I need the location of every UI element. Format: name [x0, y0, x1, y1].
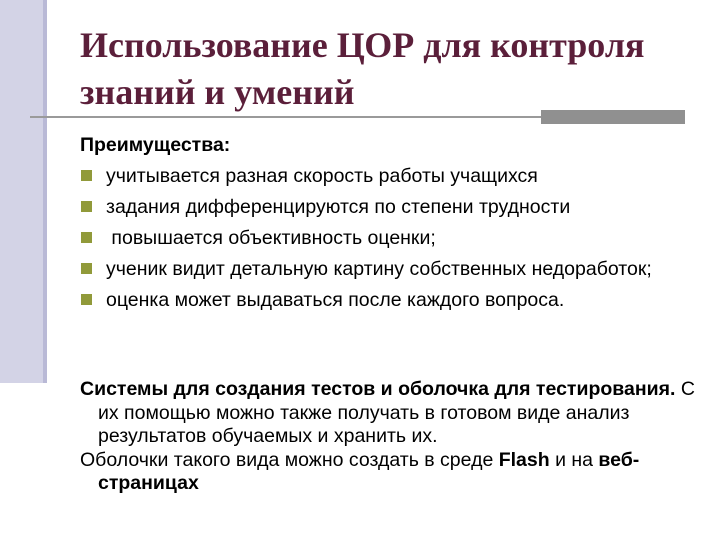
shells-text-middle: и на — [549, 448, 599, 471]
square-bullet-icon — [81, 263, 92, 274]
title-divider-accent — [541, 110, 685, 124]
square-bullet-icon — [81, 170, 92, 181]
list-item — [80, 161, 710, 192]
advantages-heading: Преимущества: — [80, 134, 231, 156]
shells-flash: Flash — [498, 448, 550, 471]
list-item — [80, 223, 710, 254]
systems-title: Системы для создания тестов и оболочка для тестирования. — [80, 378, 676, 400]
list-item — [80, 285, 710, 316]
systems-text: С их помощью можно также получать в готовом виде анализ результатов обучаемых и хранить их. — [98, 378, 695, 447]
list-item — [80, 254, 666, 285]
shells-paragraph — [80, 449, 710, 496]
advantages-list — [80, 161, 710, 316]
systems-section — [80, 378, 710, 496]
list-item — [80, 192, 710, 223]
list-item-text: ученик видит детальную картину собственных недоработок; — [106, 258, 652, 280]
list-item-text: оценка может выдаваться после каждого вопроса. — [106, 289, 565, 311]
systems-paragraph — [80, 378, 710, 449]
square-bullet-icon — [81, 201, 92, 212]
side-decoration-bar — [0, 0, 47, 383]
square-bullet-icon — [81, 232, 92, 243]
square-bullet-icon — [81, 294, 92, 305]
side-decoration-edge — [43, 0, 47, 383]
shells-web: веб-страницах — [98, 448, 640, 494]
advantages-section — [80, 130, 710, 316]
list-item-text: повышается объективность оценки; — [106, 227, 436, 249]
list-item-text: учитывается разная скорость работы учащихся — [106, 165, 538, 187]
shells-text-before: Оболочки такого вида можно создать в среде — [80, 448, 499, 471]
list-item-text: задания дифференцируются по степени трудности — [106, 196, 571, 218]
slide-title: Использование ЦОР для контроля знаний и умений — [80, 25, 645, 112]
